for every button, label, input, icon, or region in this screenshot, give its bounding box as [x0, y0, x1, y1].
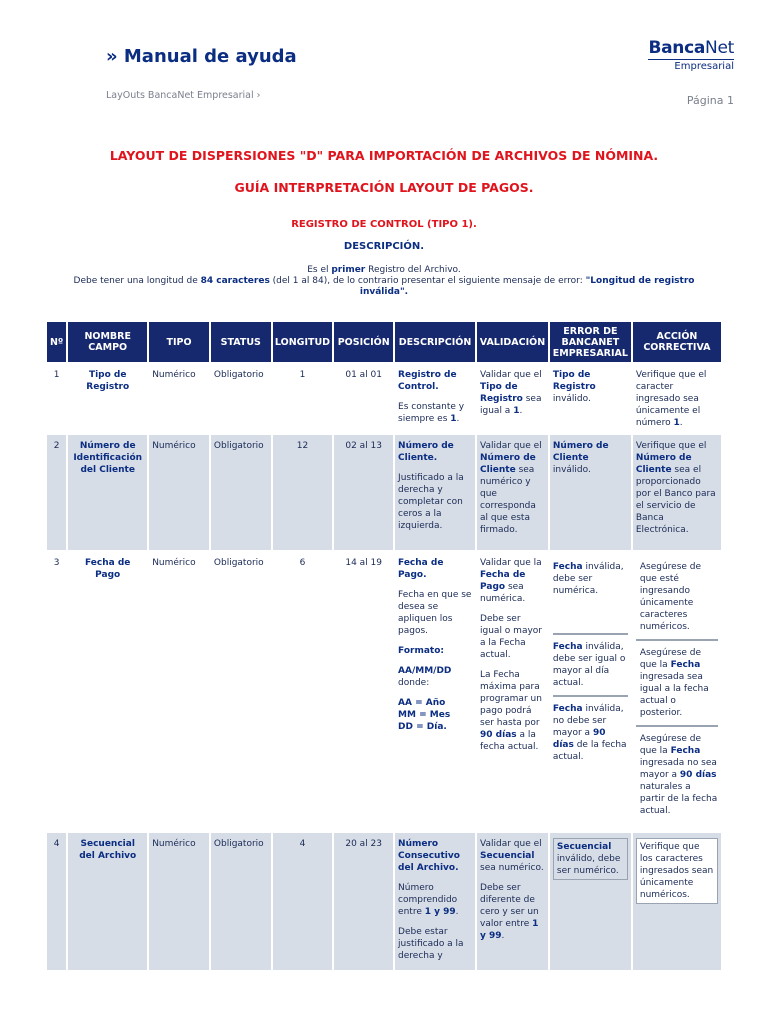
cell-position: 14 al 19	[334, 552, 393, 831]
logo-rule	[648, 59, 734, 60]
cell-num: 2	[47, 435, 66, 550]
cell-action: Verifique que el caracter ingresado sea únicamente el número 1.	[633, 364, 721, 433]
cell-error: Fecha inválida, debe ser numérica. Fecha inválida, debe ser igual o mayor al día actual. Fecha inválida, no debe ser mayor a 90 días de la fecha actual.	[550, 552, 631, 831]
breadcrumb[interactable]: LayOuts BancaNet Empresarial ›	[106, 90, 261, 101]
table-row	[47, 364, 721, 433]
logo-net: Net	[705, 38, 734, 58]
table-row	[47, 833, 721, 970]
cell-type: Numérico	[149, 364, 209, 433]
cell-action: Verifique que los caracteres ingresados sean únicamente numéricos.	[633, 833, 721, 970]
cell-name: Tipo de Registro	[68, 364, 147, 433]
cell-validation: Validar que la Fecha de Pago sea numérica. Debe ser igual o mayor a la Fecha actual. La Fecha máxima para programar un pago podrá ser hasta por 90 días a la fecha actual.	[477, 552, 548, 831]
doc-title-2: GUÍA INTERPRETACIÓN LAYOUT DE PAGOS.	[234, 180, 534, 195]
cell-status: Obligatorio	[211, 435, 271, 550]
cell-error: Número de Cliente inválido.	[550, 435, 631, 550]
cell-num: 3	[47, 552, 66, 831]
col-header: DESCRIPCIÓN	[395, 322, 475, 362]
logo-sub: Empresarial	[674, 61, 734, 72]
cell-status: Obligatorio	[211, 552, 271, 831]
cell-name: Secuencial del Archivo	[68, 833, 147, 970]
cell-position: 02 al 13	[334, 435, 393, 550]
cell-validation: Validar que el Número de Cliente sea numérico y que corresponda al que esta firmado.	[477, 435, 548, 550]
cell-validation: Validar que el Secuencial sea numérico. Debe ser diferente de cero y ser un valor entre 1 y 99.	[477, 833, 548, 970]
table-row	[47, 552, 721, 831]
cell-type: Numérico	[149, 552, 209, 831]
layout-table	[45, 320, 723, 972]
doc-title-1: LAYOUT DE DISPERSIONES "D" PARA IMPORTACIÓN DE ARCHIVOS DE NÓMINA.	[109, 148, 659, 163]
page-number: Página 1	[686, 94, 734, 107]
cell-error: Secuencial inválido, debe ser numérico.	[550, 833, 631, 970]
cell-description: Fecha de Pago. Fecha en que se desea se apliquen los pagos. Formato: AA/MM/DD donde: AA = Año MM = Mes DD = Día.	[395, 552, 475, 831]
col-header: NOMBRE CAMPO	[68, 322, 147, 362]
cell-description: Número de Cliente. Justificado a la derecha y completar con ceros a la izquierda.	[395, 435, 475, 550]
cell-name: Número de Identificación del Cliente	[68, 435, 147, 550]
col-header: ERROR DE BANCANET EMPRESARIAL	[550, 322, 631, 362]
cell-num: 1	[47, 364, 66, 433]
cell-length: 12	[273, 435, 333, 550]
cell-length: 6	[273, 552, 333, 831]
section-title: REGISTRO DE CONTROL (TIPO 1).	[291, 219, 477, 230]
bancanet-logo	[648, 38, 734, 72]
cell-type: Numérico	[149, 833, 209, 970]
col-header: POSICIÓN	[334, 322, 393, 362]
logo-banca: Banca	[648, 38, 706, 58]
cell-num: 4	[47, 833, 66, 970]
cell-length: 4	[273, 833, 333, 970]
col-header: STATUS	[211, 322, 271, 362]
cell-type: Numérico	[149, 435, 209, 550]
table-row	[47, 435, 721, 550]
col-header: LONGITUD	[273, 322, 333, 362]
cell-description: Número Consecutivo del Archivo. Número comprendido entre 1 y 99. Debe estar justificado a la derecha y	[395, 833, 475, 970]
table-header-row	[47, 322, 721, 362]
cell-description: Registro de Control. Es constante y siempre es 1.	[395, 364, 475, 433]
col-header: VALIDACIÓN	[477, 322, 548, 362]
cell-status: Obligatorio	[211, 833, 271, 970]
cell-position: 01 al 01	[334, 364, 393, 433]
col-header: Nº	[47, 322, 66, 362]
intro-text: Es el primer Registro del Archivo. Debe tener una longitud de 84 caracteres (del 1 al 84), de lo contrario presentar el siguiente mensaje de error: "Longitud de registro inválida".	[73, 265, 695, 297]
cell-action: Asegúrese de que esté ingresando únicamente caracteres numéricos. Asegúrese de que la Fecha ingresada sea igual a la fecha actual o posterior. Asegúrese de que la Fecha ingresada no sea mayor a 90 días naturales a partir de la fecha actual.	[633, 552, 721, 831]
cell-length: 1	[273, 364, 333, 433]
cell-validation: Validar que el Tipo de Registro sea igual a 1.	[477, 364, 548, 433]
cell-action: Verifique que el Número de Cliente sea el proporcionado por el Banco para el servicio de Banca Electrónica.	[633, 435, 721, 550]
description-heading: DESCRIPCIÓN.	[343, 241, 425, 252]
col-header: TIPO	[149, 322, 209, 362]
col-header: ACCIÓN CORRECTIVA	[633, 322, 721, 362]
cell-error: Tipo de Registro inválido.	[550, 364, 631, 433]
page-title: » Manual de ayuda	[106, 46, 297, 67]
cell-name: Fecha de Pago	[68, 552, 147, 831]
cell-status: Obligatorio	[211, 364, 271, 433]
cell-position: 20 al 23	[334, 833, 393, 970]
